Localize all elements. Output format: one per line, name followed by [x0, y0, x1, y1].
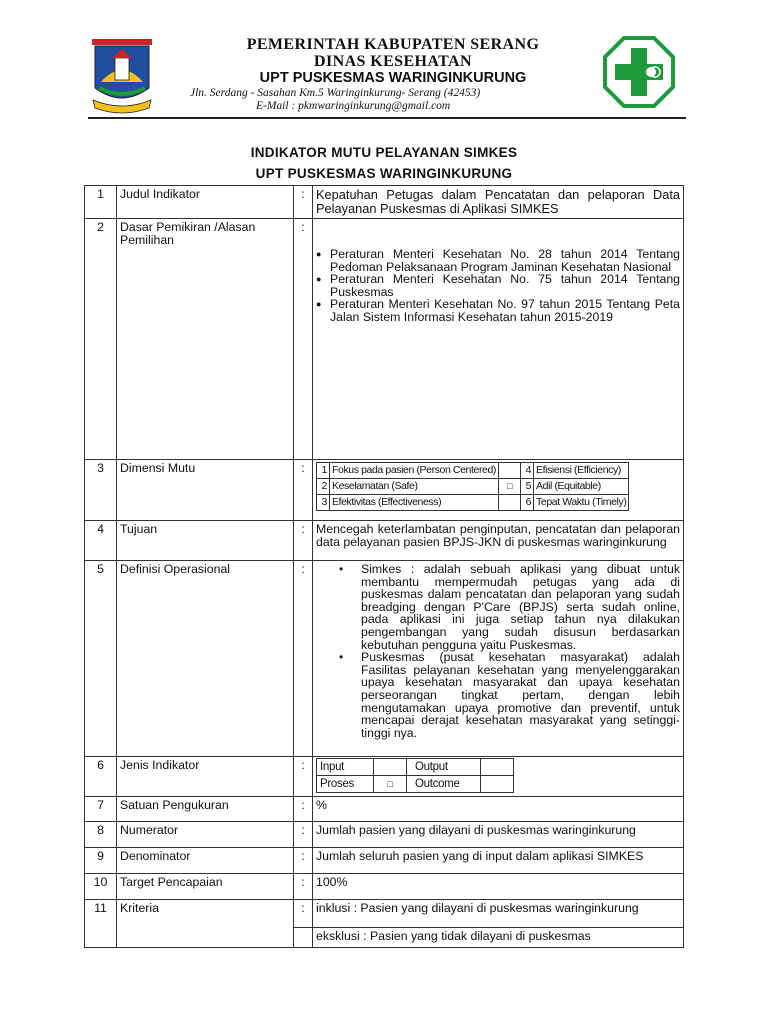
table-row	[85, 822, 684, 848]
row-value	[313, 219, 684, 460]
letterhead-email: E-Mail : pkmwaringinkurung@gmail.com	[256, 100, 451, 112]
row-number: 7	[85, 797, 117, 822]
type-checkbox-outcome[interactable]	[481, 776, 514, 793]
table-row	[85, 874, 684, 900]
row-value: Kepatuhan Petugas dalam Pencatatan dan pelaporan Data Pelayanan Puskesmas di Aplikasi SIMKES	[313, 186, 684, 219]
row-value: Jumlah pasien yang dilayani di puskesmas waringinkurung	[313, 822, 684, 848]
row-number: 5	[85, 561, 117, 757]
row-number: 6	[85, 757, 117, 797]
criteria-exclusion: eksklusi : Pasien yang tidak dilayani di puskesmas	[313, 928, 684, 948]
row-label: Target Pencapaian	[117, 874, 294, 900]
row-label: Dimensi Mutu	[117, 460, 294, 521]
indicator-table	[84, 185, 684, 948]
dimension-label: Tepat Waktu (Timely)	[534, 495, 629, 511]
row-value	[313, 757, 684, 797]
list-item: ● Peraturan Menteri Kesehatan No. 97 tahun 2015 Tentang Peta Jalan Sistem Informasi Kesehatan tahun 2015-2019	[328, 298, 680, 323]
table-row	[85, 186, 684, 219]
row-colon: :	[294, 186, 313, 219]
list-item: ● Peraturan Menteri Kesehatan No. 75 tahun 2014 Tentang Puskesmas	[328, 273, 680, 298]
dimension-checkbox[interactable]	[499, 463, 521, 479]
row-colon-empty	[294, 928, 313, 948]
dimension-label: Fokus pada pasien (Person Centered)	[330, 463, 499, 479]
row-label: Tujuan	[117, 521, 294, 561]
row-colon: :	[294, 874, 313, 900]
row-colon: :	[294, 900, 313, 928]
dimension-number: 6	[521, 495, 534, 511]
letterhead-agency-name: DINAS KESEHATAN	[314, 53, 472, 70]
table-row	[85, 521, 684, 561]
document-title: INDIKATOR MUTU PELAYANAN SIMKES	[250, 145, 518, 160]
table-row	[85, 757, 684, 797]
row-number: 10	[85, 874, 117, 900]
row-label: Judul Indikator	[117, 186, 294, 219]
type-label-proses: Proses	[317, 776, 374, 793]
type-label-outcome: Outcome	[407, 776, 481, 793]
puskesmas-logo-icon	[603, 36, 675, 108]
row-value: Mencegah keterlambatan penginputan, pencatatan dan pelaporan data pelayanan pasien BPJS-JKN di puskesmas waringinkurung	[313, 521, 684, 561]
row-colon: :	[294, 521, 313, 561]
row-colon: :	[294, 797, 313, 822]
type-checkbox-output[interactable]	[481, 759, 514, 776]
row-label: Satuan Pengukuran	[117, 797, 294, 822]
dimension-label: Efektivitas (Effectiveness)	[330, 495, 499, 511]
dimension-number: 5	[521, 479, 534, 495]
kabupaten-serang-emblem-icon	[91, 38, 153, 114]
dimension-label: Adil (Equitable)	[534, 479, 629, 495]
table-row	[85, 219, 684, 460]
table-row	[85, 848, 684, 874]
row-label: Kriteria	[117, 900, 294, 948]
list-item: • Puskesmas (pusat kesehatan masyarakat) adalah Fasilitas pelayanan kesehatan yang menyelenggarakan upaya kesehatan masyarakat dan upaya kesehatan perseorangan tingkat pertam, dengan lebih mengutamakan upaya promotive dan preventif, untuk mencapai derajat kesehatan masyarakat yang setinggi-tinggi nya.	[361, 651, 680, 739]
dimension-number: 2	[317, 479, 330, 495]
table-row	[85, 460, 684, 521]
table-row	[85, 561, 684, 757]
row-colon: :	[294, 219, 313, 460]
row-number: 8	[85, 822, 117, 848]
row-label: Dasar Pemikiran /Alasan Pemilihan	[117, 219, 294, 460]
letterhead-rule	[88, 117, 686, 119]
table-row	[85, 797, 684, 822]
row-colon: :	[294, 561, 313, 757]
dimension-number: 3	[317, 495, 330, 511]
row-label: Definisi Operasional	[117, 561, 294, 757]
row-value: 100%	[313, 874, 684, 900]
letterhead	[88, 34, 676, 118]
quality-dimension-grid	[316, 462, 629, 511]
type-label-output: Output	[407, 759, 481, 776]
dimension-label: Efisiensi (Efficiency)	[534, 463, 629, 479]
row-number: 1	[85, 186, 117, 219]
type-checkbox-input[interactable]	[374, 759, 407, 776]
row-number: 11	[85, 900, 117, 948]
document-subtitle: UPT PUSKESMAS WARINGINKURUNG	[255, 166, 513, 181]
dimension-checkbox[interactable]: □	[499, 479, 521, 495]
row-label: Denominator	[117, 848, 294, 874]
row-number: 4	[85, 521, 117, 561]
dimension-label: Keselamatan (Safe)	[330, 479, 499, 495]
row-number: 9	[85, 848, 117, 874]
type-label-input: Input	[317, 759, 374, 776]
row-colon: :	[294, 460, 313, 521]
row-label: Jenis Indikator	[117, 757, 294, 797]
row-colon: :	[294, 848, 313, 874]
row-colon: :	[294, 822, 313, 848]
indicator-type-grid	[316, 758, 514, 793]
list-item: • Simkes : adalah sebuah aplikasi yang dibuat untuk membantu mempermudah petugas yang ada di puskesmas dalam pencatatan dan pelaporan yang sudah breadging dengan P'Care (BPJS) serta sudah online, pada aplikasi ini juga setiap tahun nya dilakukan pengembangan yang sudah disusun berdasarkan kebutuhan pengguna yaitu Puskesmas.	[361, 563, 680, 651]
list-item: ● Peraturan Menteri Kesehatan No. 28 tahun 2014 Tentang Pedoman Pelaksanaan Program Jaminan Kesehatan Nasional	[328, 248, 680, 273]
dimension-number: 1	[317, 463, 330, 479]
row-number: 3	[85, 460, 117, 521]
row-value: %	[313, 797, 684, 822]
table-row	[85, 900, 684, 928]
row-colon: :	[294, 757, 313, 797]
row-value	[313, 561, 684, 757]
row-value	[313, 460, 684, 521]
letterhead-unit-name: UPT PUSKESMAS WARINGINKURUNG	[259, 70, 527, 86]
row-label: Numerator	[117, 822, 294, 848]
letterhead-gov-name: PEMERINTAH KABUPATEN SERANG	[246, 36, 540, 53]
dimension-checkbox[interactable]	[499, 495, 521, 511]
dimension-number: 4	[521, 463, 534, 479]
criteria-inclusion: inklusi : Pasien yang dilayani di puskesmas waringinkurung	[313, 900, 684, 928]
row-number: 2	[85, 219, 117, 460]
letterhead-address: Jln. Serdang - Sasahan Km.5 Waringinkurung- Serang (42453)	[190, 87, 481, 99]
type-checkbox-proses[interactable]: □	[374, 776, 407, 793]
row-value: Jumlah seluruh pasien yang di input dalam aplikasi SIMKES	[313, 848, 684, 874]
